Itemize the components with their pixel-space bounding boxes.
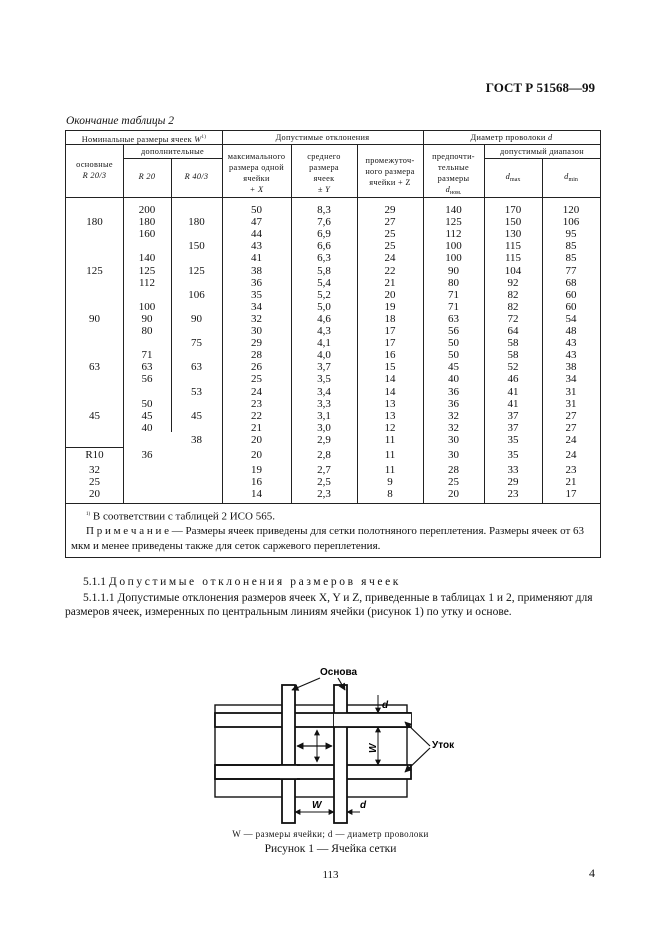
table-cell: 75	[191, 337, 202, 350]
table-cell: 43	[251, 240, 262, 253]
table-cell: 50	[251, 204, 262, 216]
table-cell: 17	[565, 488, 577, 501]
table-cell: 19	[251, 464, 262, 477]
table-cell: 100	[445, 252, 462, 265]
table-cell: 24	[251, 385, 262, 398]
header-preferred: предпочти- тельные размеры $d_{ном.}$	[432, 152, 475, 196]
table-cell: 90	[89, 312, 100, 325]
table-cell: 5,0	[317, 300, 331, 313]
table-cell: 46	[507, 373, 519, 386]
table-cell: 22	[251, 409, 262, 422]
table-cell: 50	[141, 397, 153, 410]
table-cell: 52	[507, 361, 519, 374]
header-deviations: Допустимые отклонения	[275, 133, 370, 142]
table-cell: 41	[507, 385, 519, 398]
table-cell: 41	[251, 252, 262, 265]
table-cell: 5,2	[317, 288, 331, 301]
header-dmax: $d_{max}$	[505, 172, 521, 183]
table-cell: 3,7	[317, 361, 331, 374]
table-cell: 6,3	[317, 252, 331, 265]
header-additional: дополнительные	[141, 147, 204, 156]
table-cell: 125	[445, 216, 462, 229]
table-cell: 45	[89, 409, 100, 422]
table-cell: 63	[141, 361, 153, 374]
table-cell: 29	[384, 204, 396, 216]
table-cell: 60	[565, 300, 577, 313]
table-cell: 11	[384, 464, 396, 477]
table-cell: 45	[191, 409, 202, 422]
table-cell: 3,3	[317, 397, 331, 410]
table-cell: 36	[141, 449, 153, 461]
table-cell: 36	[448, 385, 459, 398]
table-cell: 7,6	[317, 216, 331, 229]
table-cell: 180	[86, 216, 103, 229]
d-label-vertical: d	[382, 700, 389, 711]
table-cell: 20	[251, 449, 262, 461]
figure-legend: W — размеры ячейки; d — диаметр проволоки	[232, 829, 429, 839]
table-cell: 130	[504, 228, 522, 241]
table-cell: 25	[384, 240, 396, 253]
table-cell: 19	[384, 300, 396, 313]
table-cell: 9	[387, 476, 393, 489]
header-max-dev: максимального размера одной ячейки + X	[227, 152, 286, 194]
table-cell: 140	[138, 252, 156, 265]
table-cell: 80	[448, 276, 459, 289]
table-cell: 32	[448, 421, 459, 434]
table-cell: 14	[384, 385, 396, 398]
table-cell: 4,1	[317, 337, 331, 350]
header-r40: R 40/3	[184, 172, 209, 181]
table-cell: 95	[565, 228, 577, 241]
table-cell: 3,0	[317, 421, 331, 434]
table-cell: 6,6	[317, 240, 331, 253]
table-cell: 3,5	[317, 373, 331, 386]
table-cell: 13	[384, 397, 396, 410]
table-cell: 18	[384, 312, 396, 325]
table-cell: 32	[251, 312, 262, 325]
table-cell: 82	[507, 288, 519, 301]
table-cell: 23	[565, 464, 577, 477]
table-cell: 53	[191, 385, 202, 398]
table-note: П р и м е ч а н и е — Размеры ячеек приведены для сетки полотняного переплетения. Размеры ячеек от 63 мкм и менее приведены также для сеток саржевого переплетения.	[71, 525, 585, 552]
figure-caption: Рисунок 1 — Ячейка сетки	[264, 843, 397, 855]
table-cell: 21	[565, 476, 577, 489]
header-range: допустимый диапазон	[500, 147, 584, 156]
table-cell: 112	[445, 228, 462, 241]
table-cell: 56	[448, 325, 459, 337]
table-cell: 14	[251, 488, 262, 501]
table-cell: 20	[251, 433, 262, 446]
table-cell: 26	[251, 361, 262, 374]
table-cell: 36	[251, 276, 262, 289]
table-cell: 23	[251, 397, 262, 410]
table-cell: 38	[191, 433, 202, 446]
table-cell: 90	[141, 312, 153, 325]
table-cell: 12	[384, 421, 396, 434]
warp-wire-left	[282, 685, 295, 823]
data-table	[65, 130, 601, 558]
table-cell: 150	[504, 216, 522, 229]
table-cell: 34	[565, 373, 577, 386]
table-cell: 125	[86, 264, 103, 277]
table-cell: 60	[565, 288, 577, 301]
table-cell: 100	[445, 240, 462, 253]
table-cell: 33	[507, 464, 519, 477]
table-cell: 6,9	[317, 228, 331, 241]
d-label-horizontal: d	[360, 800, 367, 811]
table-cell: 90	[191, 312, 202, 325]
table-cell: 14	[384, 373, 396, 386]
table-cell: 2,8	[317, 449, 331, 461]
table-cell: 30	[448, 433, 459, 446]
table-cell: 2,5	[317, 476, 331, 489]
table-cell: 80	[141, 325, 153, 337]
table-cell: 77	[565, 264, 577, 277]
table-cell: 68	[565, 276, 577, 289]
header-nominal: Номинальные размеры ячеек $W^{1)}$	[81, 134, 207, 144]
weft-wire-bottom	[215, 765, 411, 779]
table-cell: 5,4	[317, 276, 331, 289]
table-cell: 25	[448, 476, 459, 489]
table-cell: 22	[384, 264, 396, 277]
table-cell: 27	[565, 421, 577, 434]
table-cell: 112	[138, 276, 156, 289]
table-cell: 24	[565, 433, 577, 446]
table-cell: 63	[89, 361, 100, 374]
table-cell: 170	[504, 204, 522, 216]
table-cell: 35	[507, 433, 519, 446]
table-cell: 27	[384, 216, 396, 229]
table-cell: 85	[565, 252, 577, 265]
table-cell: 180	[138, 216, 156, 229]
table-cell: 43	[565, 337, 577, 350]
table-cell: 11	[384, 449, 396, 461]
table-cell: 28	[251, 349, 262, 362]
table-cell: 20	[89, 488, 100, 501]
table-cell: 5,8	[317, 264, 331, 277]
table-cell: 106	[188, 288, 205, 301]
table-cell: 37	[507, 421, 519, 434]
weft-label: Уток	[432, 740, 455, 751]
table-cell: 28	[448, 464, 459, 477]
table-cell: 13	[384, 409, 396, 422]
table-cell: 150	[188, 240, 205, 253]
table-cell: 20	[448, 488, 459, 501]
table-cell: 71	[448, 288, 459, 301]
table-cell: 92	[507, 276, 519, 289]
table-cell: 58	[507, 337, 519, 350]
table-cell: 50	[448, 337, 459, 350]
table-cell: 45	[141, 409, 153, 422]
table-cell: 35	[251, 288, 262, 301]
warp-label: Основа	[320, 667, 358, 678]
table-cell: 72	[507, 312, 519, 325]
header-r20: R 20	[138, 172, 156, 181]
table-cell: 29	[507, 476, 519, 489]
table-cell: 38	[565, 361, 577, 374]
table-cell: 21	[251, 421, 262, 434]
w-label-vertical: W	[368, 743, 379, 753]
table-cell: 71	[141, 349, 153, 362]
header-wire: Диаметр проволоки d	[470, 133, 553, 142]
section-heading: 5.1.1 Допустимые отклонения размеров ячеек	[83, 576, 401, 588]
table-cell: 160	[138, 228, 156, 241]
table-cell: 58	[507, 349, 519, 362]
table-cell: 38	[251, 264, 262, 277]
table-cell: 63	[448, 312, 459, 325]
table-cell: 8	[387, 488, 393, 501]
table-cell: 140	[445, 204, 462, 216]
table-cell: 2,9	[317, 433, 331, 446]
table-cell: 71	[448, 300, 459, 313]
table-cell: 8,3	[317, 204, 331, 216]
table-cell: 34	[251, 300, 262, 313]
table-cell: 50	[448, 349, 459, 362]
table-cell: 30	[251, 325, 262, 337]
table-cell: 43	[565, 349, 577, 362]
table-cell: 36	[448, 397, 459, 410]
table-cell: 25	[251, 373, 262, 386]
table-cell: 48	[565, 325, 577, 337]
table-cell: 115	[504, 240, 522, 253]
table-cell: 32	[89, 464, 100, 477]
table-cell: 56	[141, 373, 153, 386]
header-basic: основные R 20/3	[76, 160, 113, 180]
table-cell: 31	[565, 397, 577, 410]
table-cell: 24	[565, 449, 577, 461]
header-mid-dev: промежуточ- ного размера ячейки + Z	[365, 156, 415, 187]
table-cell: 16	[251, 476, 262, 489]
table-cell: R10	[85, 449, 104, 461]
table-cell: 4,3	[317, 325, 331, 337]
table-cell: 82	[507, 300, 519, 313]
table-cell: 3,1	[317, 409, 331, 422]
section-paragraph: 5.1.1.1 Допустимые отклонения размеров ячеек X, Y и Z, приведенные в таблицах 1 и 2, применяют для размеров ячеек, измеренных по центральным линиям ячейки (рисунок 1) по утку и основе.	[65, 592, 593, 618]
table-cell: 35	[507, 449, 519, 461]
table-cell: 100	[138, 300, 156, 313]
table-cell: 4,6	[317, 312, 331, 325]
table-cell: 2,7	[317, 464, 331, 477]
standard-header: ГОСТ Р 51568—99	[485, 80, 595, 95]
table-cell: 125	[188, 264, 205, 277]
table-cell: 15	[384, 361, 396, 374]
warp-wire-right	[334, 685, 347, 823]
table-cell: 44	[251, 228, 262, 241]
table-cell: 31	[565, 385, 577, 398]
table-cell: 125	[138, 264, 156, 277]
table-cell: 37	[507, 409, 519, 422]
page-number-right: 4	[589, 866, 595, 880]
page-number-center: 113	[322, 869, 339, 881]
mesh-diagram	[200, 660, 460, 825]
table-footnote: $^{1)}$ В соответствии с таблицей 2 ИСО 565.	[86, 510, 275, 523]
table-cell: 180	[188, 216, 205, 229]
table-cell: 25	[89, 476, 100, 489]
table-cell: 21	[384, 276, 396, 289]
table-cell: 30	[448, 449, 459, 461]
table-cell: 23	[507, 488, 519, 501]
table-cell: 20	[384, 288, 396, 301]
table-cell: 200	[138, 204, 156, 216]
table-cell: 17	[384, 337, 396, 350]
table-cell: 41	[507, 397, 519, 410]
table-cell: 104	[504, 264, 522, 277]
table-cell: 16	[384, 349, 396, 362]
table-cell: 45	[448, 361, 459, 374]
table-cell: 63	[191, 361, 202, 374]
header-avg-dev: среднего размера ячеек ± Y	[307, 152, 341, 194]
w-label-horizontal: W	[312, 800, 322, 811]
table-cell: 120	[562, 204, 580, 216]
table-cell: 40	[448, 373, 459, 386]
mesh-cell-figure	[200, 660, 460, 825]
table-cell: 115	[504, 252, 522, 265]
table-cell: 4,0	[317, 349, 331, 362]
table-cell: 90	[448, 264, 459, 277]
table-cell: 24	[384, 252, 396, 265]
table-cell: 54	[565, 312, 577, 325]
header-dmin: $d_{min}$	[564, 172, 578, 183]
table-cell: 106	[562, 216, 580, 229]
table-cell: 2,3	[317, 488, 331, 501]
table-cell: 64	[507, 325, 519, 337]
table-cell: 85	[565, 240, 577, 253]
table-cell: 27	[565, 409, 577, 422]
table-cell: 17	[384, 325, 396, 337]
table-cell: 3,4	[317, 385, 331, 398]
table-cell: 40	[141, 421, 153, 434]
table-cell: 25	[384, 228, 396, 241]
table-cell: 11	[384, 433, 396, 446]
table-cell: 29	[251, 337, 262, 350]
table-caption: Окончание таблицы 2	[66, 115, 174, 127]
table-cell: 32	[448, 409, 459, 422]
table-cell: 47	[251, 216, 262, 229]
